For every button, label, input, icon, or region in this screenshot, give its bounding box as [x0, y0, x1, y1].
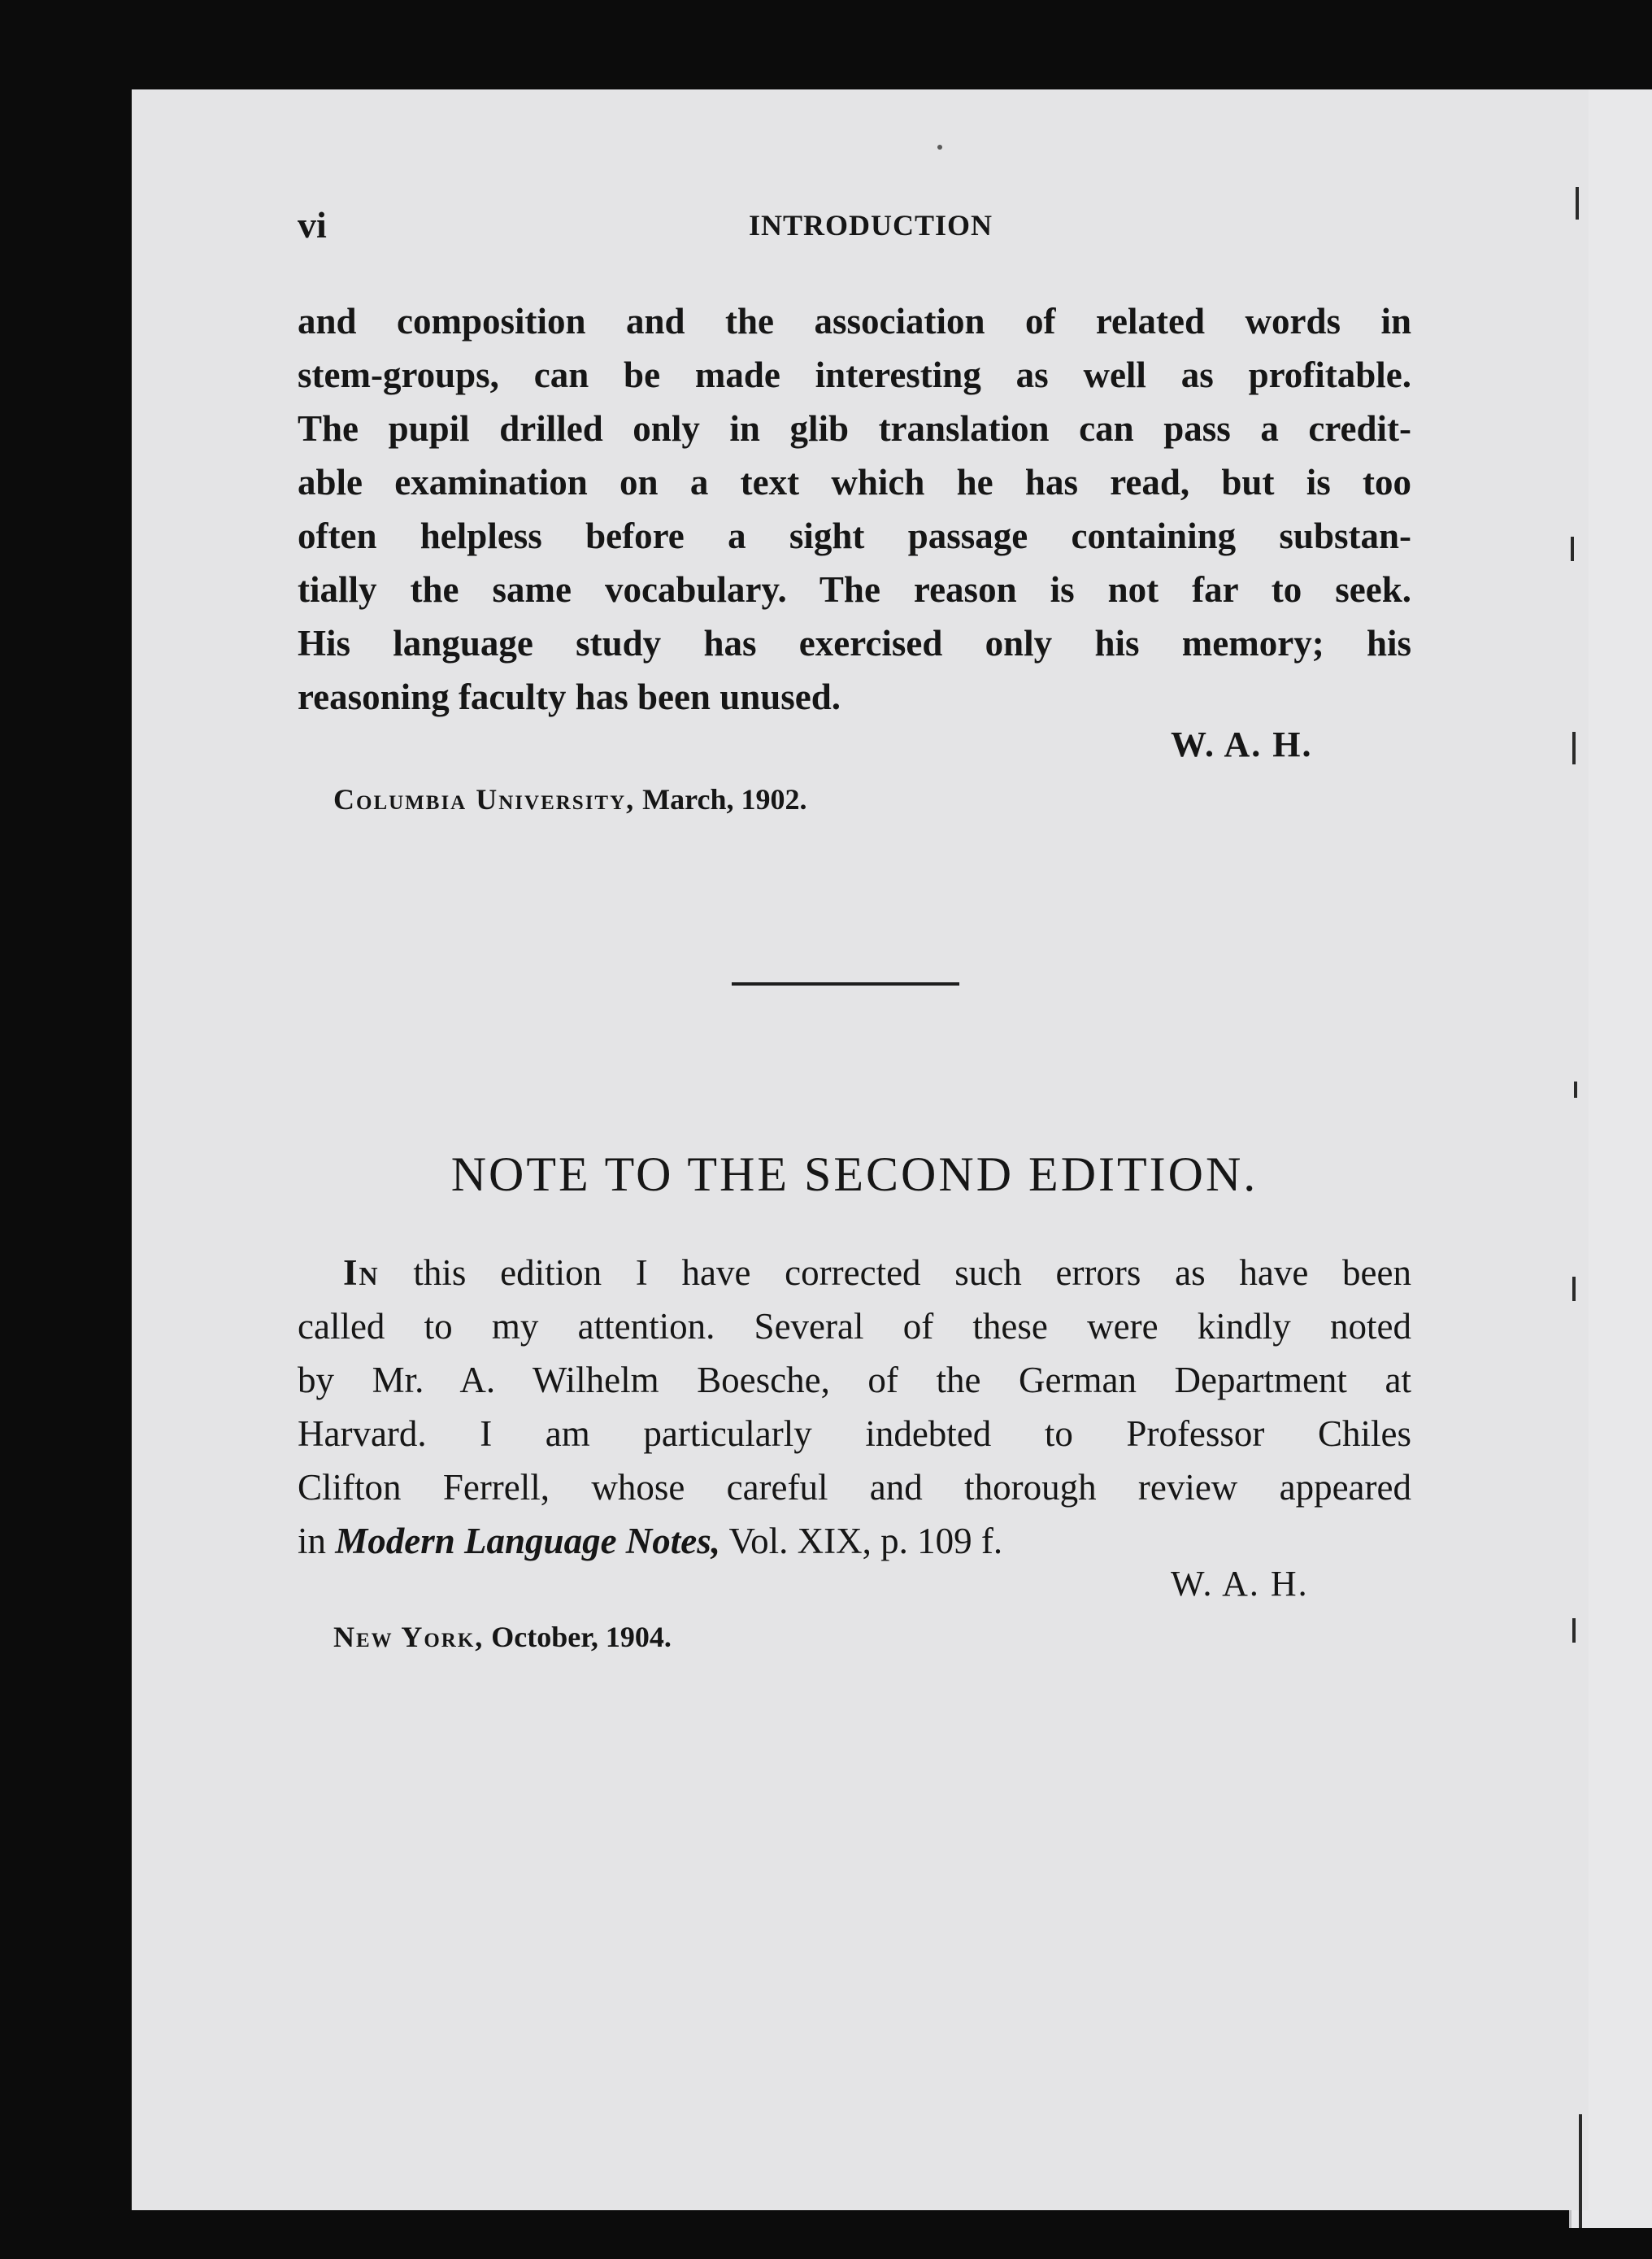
- line-text: this edition I have corrected such errors as have been: [379, 1252, 1411, 1293]
- dateline-date: March, 1902.: [635, 783, 807, 816]
- dateline-place: Columbia University,: [333, 783, 636, 816]
- intro-paragraph: [298, 294, 1411, 724]
- text-line: able examination on a text which he has read, but is too: [298, 462, 1411, 503]
- text-line: The pupil drilled only in glib translation can pass a credit-: [298, 408, 1411, 449]
- text-line: tially the same vocabulary. The reason is not far to seek.: [298, 569, 1411, 610]
- text-line: reasoning faculty has been unused.: [298, 677, 841, 717]
- text-line: [298, 1514, 1411, 1568]
- intro-dateline: [333, 782, 806, 816]
- note-signature: W. A. H.: [1171, 1564, 1309, 1604]
- section-divider: [732, 982, 959, 986]
- dateline-place: New York,: [333, 1621, 485, 1653]
- intro-signature: W. A. H.: [1171, 725, 1313, 764]
- line-text: Vol. XIX, p. 109 f.: [720, 1521, 1003, 1561]
- text-line: [298, 1246, 1411, 1299]
- text-line: His language study has exercised only his memory; his: [298, 623, 1411, 664]
- running-title: INTRODUCTION: [748, 209, 993, 242]
- text-line: Clifton Ferrell, whose careful and thorough review appeared: [298, 1467, 1411, 1508]
- scan-artifact: [1572, 1277, 1576, 1301]
- line-text: in: [298, 1521, 336, 1561]
- journal-title: Modern Language Notes,: [335, 1521, 721, 1561]
- text-line: called to my attention. Several of these were kindly noted: [298, 1306, 1411, 1347]
- note-dateline: [333, 1620, 672, 1654]
- text-line: and composition and the association of related words in: [298, 301, 1411, 342]
- scan-artifact: [1579, 2114, 1582, 2228]
- note-paragraph: [298, 1246, 1411, 1568]
- scan-artifact: [1572, 732, 1576, 764]
- text-line: Harvard. I am particularly indebted to Professor Chiles: [298, 1413, 1411, 1454]
- page-header: [298, 203, 1411, 252]
- text-line: by Mr. A. Wilhelm Boesche, of the German Department at: [298, 1360, 1411, 1400]
- note-title: NOTE TO THE SECOND EDITION.: [450, 1147, 1259, 1201]
- dateline-date: October, 1904.: [484, 1621, 672, 1653]
- scan-speck: [937, 145, 942, 150]
- scan-artifact: [1576, 187, 1579, 220]
- scan-artifact: [1571, 537, 1574, 561]
- text-line: often helpless before a sight passage containing substan-: [298, 516, 1411, 556]
- text-line: stem-groups, can be made interesting as well as profitable.: [298, 355, 1411, 395]
- page-number: vi: [298, 204, 327, 246]
- drop-word: In: [343, 1252, 380, 1293]
- scan-artifact: [1574, 1082, 1577, 1098]
- scan-artifact: [1572, 1618, 1576, 1643]
